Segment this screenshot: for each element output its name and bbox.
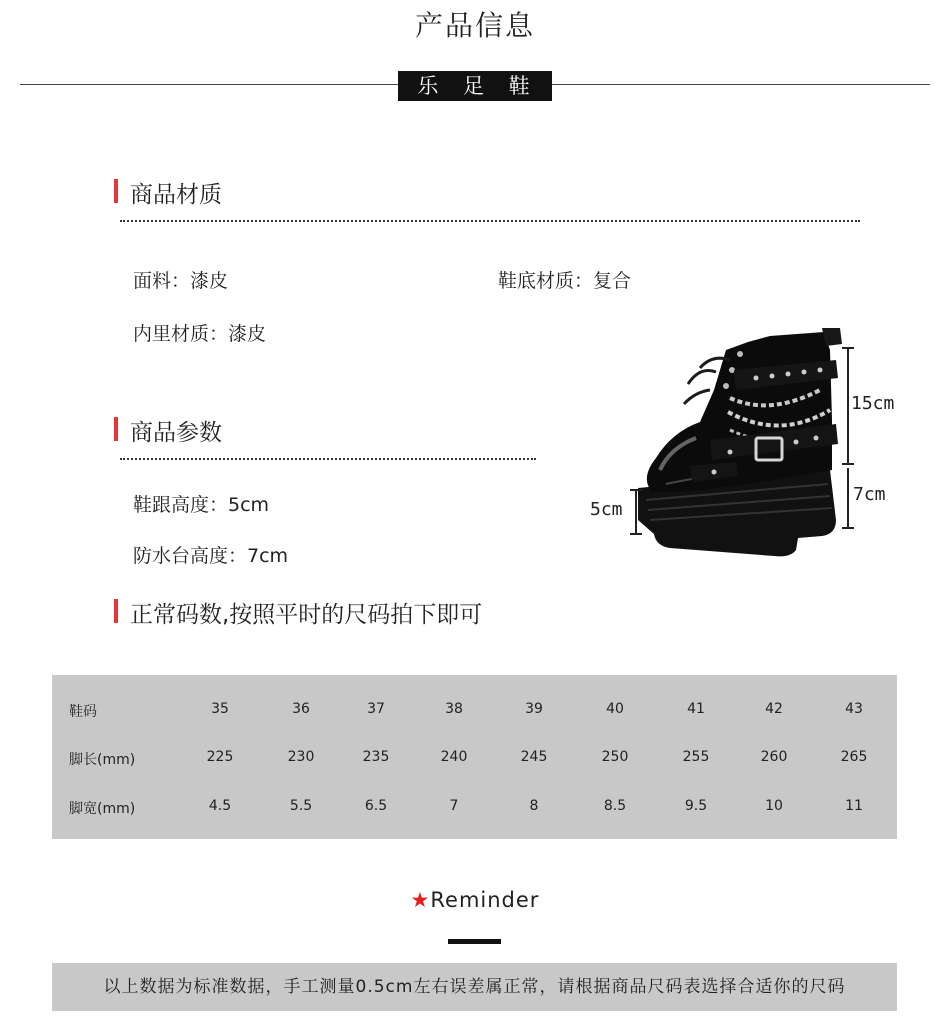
table-cell: 40	[606, 701, 624, 717]
table-cell: 10	[765, 798, 783, 814]
table-cell: 4.5	[208, 798, 232, 814]
table-cell: 36	[292, 701, 310, 717]
table-cell: 235	[362, 749, 390, 765]
brand-badge: 乐 足 鞋 业	[398, 71, 552, 101]
reminder-heading	[0, 888, 950, 912]
table-cell: 39	[525, 701, 543, 717]
table-cell: 5.5	[289, 798, 313, 814]
heel-dim-label: 5cm	[590, 499, 623, 520]
table-cell: 38	[445, 701, 463, 717]
table-cell: 265	[840, 749, 868, 765]
table-cell: 43	[845, 701, 863, 717]
sole-material: 鞋底材质：复合	[498, 270, 632, 292]
page-title: 产品信息	[414, 9, 535, 42]
row-header: 脚长(mm)	[69, 752, 136, 768]
table-cell: 255	[682, 749, 710, 765]
table-cell: 225	[206, 749, 234, 765]
material-divider	[120, 220, 860, 222]
reminder-underline	[448, 939, 501, 944]
platform-height: 防水台高度：7cm	[133, 545, 289, 567]
table-cell: 260	[760, 749, 788, 765]
table-cell: 42	[765, 701, 783, 717]
table-cell: 11	[845, 798, 863, 814]
table-cell: 35	[211, 701, 229, 717]
table-cell: 8.5	[603, 798, 627, 814]
shaft-height-label: 15cm	[851, 393, 895, 414]
table-cell: 8	[529, 798, 539, 814]
product-image	[560, 320, 940, 580]
table-row	[52, 701, 897, 721]
sizing-section-title: 正常码数,按照平时的尺码拍下即可	[114, 596, 482, 629]
size-table	[52, 675, 897, 839]
table-cell: 7	[449, 798, 459, 814]
upper-material: 面料：漆皮	[133, 270, 229, 292]
reminder-label: Reminder	[430, 888, 540, 912]
boot-illustration	[560, 320, 940, 580]
params-divider	[120, 458, 536, 460]
table-cell: 9.5	[684, 798, 708, 814]
material-section-title: 商品材质	[114, 176, 222, 209]
table-row	[52, 798, 897, 818]
measurement-notice: 以上数据为标准数据，手工测量0.5cm左右误差属正常，请根据商品尺码表选择合适你的尺码	[52, 963, 897, 1011]
table-cell: 41	[687, 701, 705, 717]
row-header: 鞋码	[69, 704, 97, 720]
table-cell: 245	[520, 749, 548, 765]
table-cell: 240	[440, 749, 468, 765]
lining-material: 内里材质：漆皮	[133, 323, 267, 345]
table-cell: 37	[367, 701, 385, 717]
table-cell: 250	[601, 749, 629, 765]
heel-height: 鞋跟高度：5cm	[133, 494, 270, 516]
star-icon: ★	[410, 888, 431, 912]
table-row	[52, 749, 897, 769]
table-cell: 6.5	[364, 798, 388, 814]
table-cell: 230	[287, 749, 315, 765]
params-section-title: 商品参数	[114, 414, 222, 447]
row-header: 脚宽(mm)	[69, 801, 136, 817]
platform-dim-label: 7cm	[853, 484, 886, 505]
